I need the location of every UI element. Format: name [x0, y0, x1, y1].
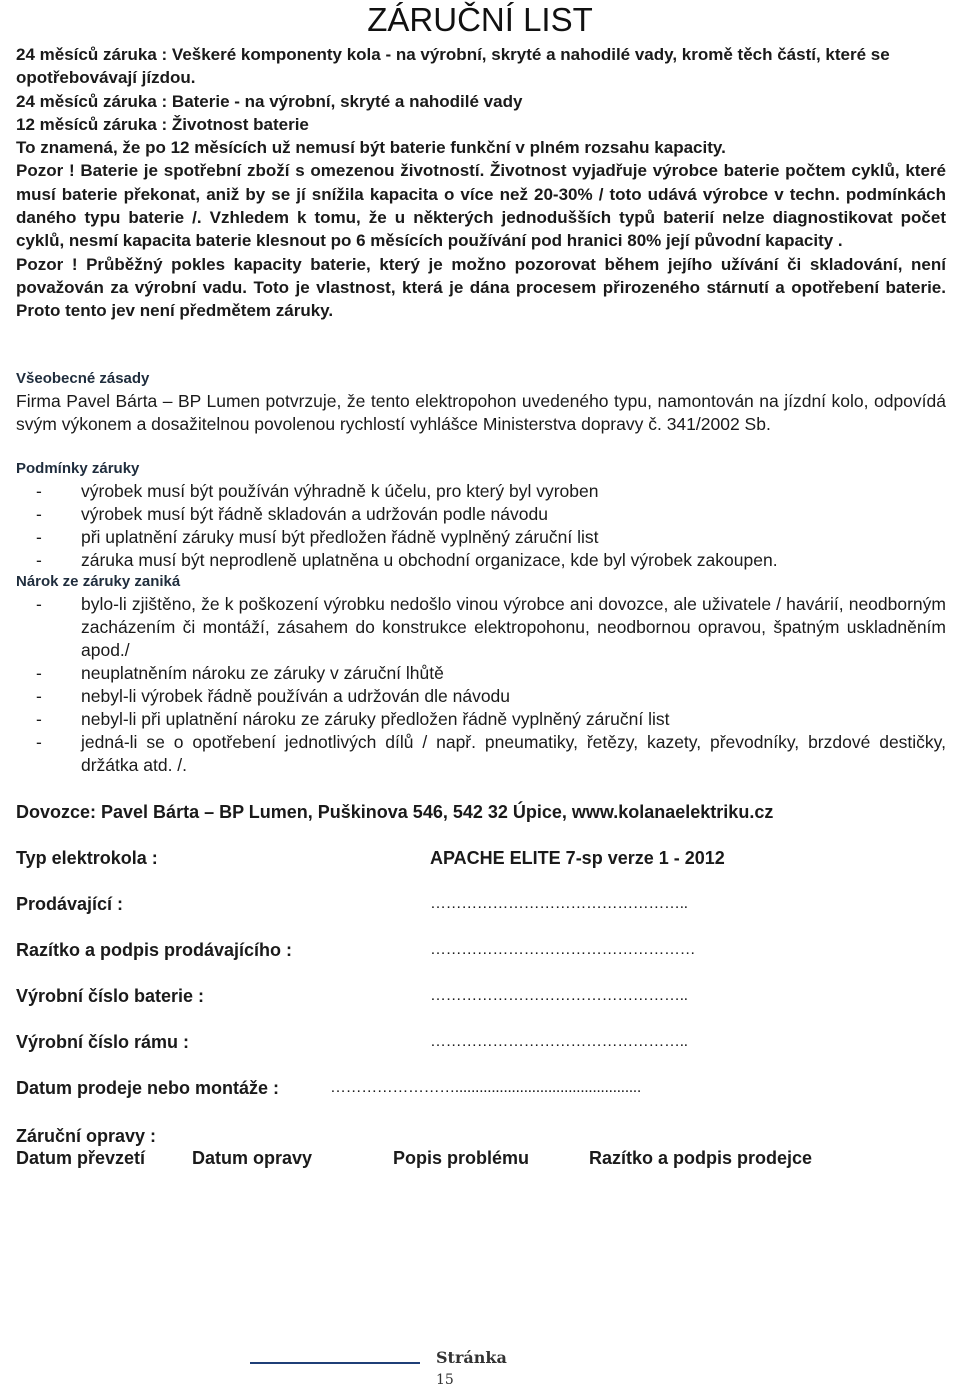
footer-rule [250, 1362, 420, 1364]
seller-label: Prodávající : [16, 894, 124, 914]
list-item: - jedná-li se o opotřebení jednotlivých dílů / např. pneumatiky, řetězy, kazety, převodníky, brzdové destičky, držátka atd. /. [36, 732, 946, 775]
repairs-label: Záruční opravy : [16, 1126, 157, 1146]
list-item: - nebyl-li při uplatnění nároku ze záruky předložen řádně vyplněný záruční list [36, 709, 670, 729]
list-item: - bylo-li zjištěno, že k poškození výrobku nedošlo vinou výrobce ani dovozce, ale uživatele / havárií, neodborným zacházením či montáží, zásahem do konstrukce elektropohonu, neodbornou opravou, špatným uskladněním apod./ [36, 594, 946, 660]
list-item: - neuplatněním nároku ze záruky v záruční lhůtě [36, 663, 444, 683]
list-item: - výrobek musí být řádně skladován a udržován podle návodu [36, 504, 548, 524]
list-item: - při uplatnění záruky musí být předložen řádně vyplněný záruční list [36, 527, 599, 547]
sale-date-label: Datum prodeje nebo montáže : [16, 1078, 280, 1098]
general-text: Firma Pavel Bárta – BP Lumen potvrzuje, že tento elektropohon uvedeného typu, namontován na jízdní kolo, odpovídá svým výkonem a dosažitelnou povolenou rychlostí vyhlášce Ministerstva dopravy č. 341/2002 Sb. [16, 391, 946, 435]
frame-serial-field[interactable]: ………………………………………….. [430, 1033, 688, 1050]
intro-line-components: 24 měsíců záruka : Veškeré komponenty kola - na výrobní, skryté a nahodilé vady, kromě těch částí, které se opotřebovávají jízdou. [16, 45, 890, 88]
intro-line-battery: 24 měsíců záruka : Baterie - na výrobní, skryté a nahodilé vady [16, 91, 523, 111]
column-header-problem: Popis problému [393, 1148, 530, 1168]
intro-warning-aging: Pozor ! Průběžný pokles kapacity baterie, který je možno pozorovat během jejího užívání či skladování, není považován za výrobní vadu. Toto je vlastnost, která je dána procesem přirozeného stárnutí a opotřebení baterie. Proto tento jev není předmětem záruky. [16, 254, 946, 321]
intro-line-meaning: To znamená, že po 12 měsících už nemusí být baterie funkční v plném rozsahu kapacity. [16, 138, 726, 158]
bike-type-label: Typ elektrokola : [16, 848, 158, 868]
column-header-received: Datum převzetí [16, 1148, 146, 1168]
frame-serial-label: Výrobní číslo rámu : [16, 1032, 190, 1052]
list-item: - záruka musí být neprodleně uplatněna u obchodní organizace, kde byl výrobek zakoupen. [36, 550, 778, 570]
intro-line-battery-life: 12 měsíců záruka : Životnost baterie [16, 114, 309, 134]
intro-block [16, 43, 946, 323]
page-title: ZÁRUČNÍ LIST [367, 1, 593, 38]
column-header-repair-date: Datum opravy [192, 1148, 313, 1168]
list-item: - nebyl-li výrobek řádně používán a udržován dle návodu [36, 686, 511, 706]
stamp-field[interactable]: …………………………………………… [430, 941, 696, 958]
bike-type-value: APACHE ELITE 7-sp verze 1 - 2012 [430, 848, 725, 868]
seller-field[interactable]: ………………………………………….. [430, 895, 688, 912]
intro-warning-capacity: Pozor ! Baterie je spotřební zboží s omezenou životností. Životnost vyjadřuje výrobce baterie počtem cyklů, které musí baterie překonat, aniž by se jí snížila kapacita o více než 20-30% / toto udává výrobce v techn. podmínkách daného typu baterie /. Vzhledem k tomu, že u některých jednodušších typů baterií nelze diagnostikovat počet cyklů, nesmí kapacita baterie klesnout po 6 měsících používání pod hranici 80% její původní kapacity . [16, 161, 946, 251]
section-heading-void: Nárok ze záruky zaniká [16, 573, 181, 590]
column-header-signature: Razítko a podpis prodejce [589, 1148, 813, 1168]
void-list [16, 593, 946, 777]
battery-serial-label: Výrobní číslo baterie : [16, 986, 205, 1006]
conditions-list [16, 480, 946, 572]
battery-serial-field[interactable]: ………………………………………….. [430, 987, 688, 1004]
stamp-label: Razítko a podpis prodávajícího : [16, 940, 293, 960]
section-heading-conditions: Podmínky záruky [16, 460, 140, 477]
sale-date-field[interactable]: …………………….............................................. [330, 1079, 641, 1096]
section-heading-general: Všeobecné zásady [16, 370, 150, 387]
importer-line: Dovozce: Pavel Bárta – BP Lumen, Puškinova 546, 542 32 Úpice, www.kolanaelektriku.cz [16, 802, 774, 822]
list-item: - výrobek musí být používán výhradně k účelu, pro který byl vyroben [36, 481, 599, 501]
footer-page-number: 15 [436, 1372, 454, 1388]
footer-page-label: Stránka [436, 1348, 507, 1367]
